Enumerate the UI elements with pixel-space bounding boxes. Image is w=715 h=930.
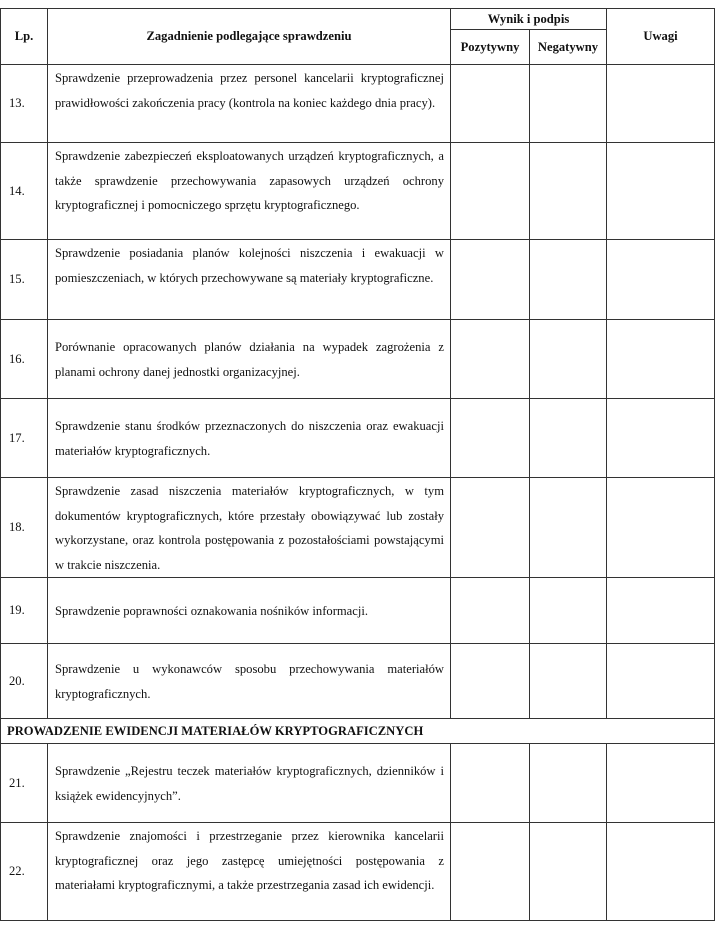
remarks-cell[interactable] xyxy=(607,578,715,644)
remarks-cell[interactable] xyxy=(607,143,715,240)
row-description: Sprawdzenie stanu środków przeznaczonych do niszczenia oraz ewakuacji materiałów kryptograficznych. xyxy=(48,399,451,478)
table-row xyxy=(1,744,715,823)
table-row xyxy=(1,65,715,143)
row-number: 14. xyxy=(1,143,48,240)
row-description: Sprawdzenie „Rejestru teczek materiałów kryptograficznych, dzienników i książek ewidencyjnych”. xyxy=(48,744,451,823)
header-topic: Zagadnienie podlegające sprawdzeniu xyxy=(48,9,451,65)
negative-cell[interactable] xyxy=(530,478,607,578)
row-number: 18. xyxy=(1,478,48,578)
positive-cell[interactable] xyxy=(451,320,530,399)
header-positive: Pozytywny xyxy=(451,30,530,65)
positive-cell[interactable] xyxy=(451,399,530,478)
positive-cell[interactable] xyxy=(451,143,530,240)
row-description: Sprawdzenie przeprowadzenia przez personel kancelarii kryptograficznej prawidłowości zakończenia pracy (kontrola na koniec każdego dnia pracy). xyxy=(48,65,451,143)
row-number: 13. xyxy=(1,65,48,143)
row-description: Porównanie opracowanych planów działania na wypadek zagrożenia z planami ochrony danej jednostki organizacyjnej. xyxy=(48,320,451,399)
positive-cell[interactable] xyxy=(451,478,530,578)
positive-cell[interactable] xyxy=(451,578,530,644)
negative-cell[interactable] xyxy=(530,320,607,399)
positive-cell[interactable] xyxy=(451,65,530,143)
header-lp: Lp. xyxy=(1,9,48,65)
negative-cell[interactable] xyxy=(530,823,607,921)
header-negative: Negatywny xyxy=(530,30,607,65)
row-number: 16. xyxy=(1,320,48,399)
row-description: Sprawdzenie znajomości i przestrzeganie przez kierownika kancelarii kryptograficznej oraz jego zastępcę umiejętności postępowania z materiałami kryptograficznymi, a także przestrzegania zasad ich ewidencji. xyxy=(48,823,451,921)
header-result-group: Wynik i podpis xyxy=(451,9,607,30)
remarks-cell[interactable] xyxy=(607,65,715,143)
negative-cell[interactable] xyxy=(530,240,607,320)
row-number: 17. xyxy=(1,399,48,478)
remarks-cell[interactable] xyxy=(607,240,715,320)
remarks-cell[interactable] xyxy=(607,478,715,578)
section-title: PROWADZENIE EWIDENCJI MATERIAŁÓW KRYPTOGRAFICZNYCH xyxy=(1,719,715,744)
row-description: Sprawdzenie posiadania planów kolejności niszczenia i ewakuacji w pomieszczeniach, w których przechowywane są materiały kryptograficzne. xyxy=(48,240,451,320)
table-row xyxy=(1,143,715,240)
section-row xyxy=(1,719,715,744)
row-description: Sprawdzenie zabezpieczeń eksploatowanych urządzeń kryptograficznych, a także sprawdzenie przechowywania zapasowych urządzeń ochrony kryptograficznej i pomocniczego sprzętu kryptograficznego. xyxy=(48,143,451,240)
negative-cell[interactable] xyxy=(530,65,607,143)
remarks-cell[interactable] xyxy=(607,320,715,399)
table-row xyxy=(1,399,715,478)
row-number: 21. xyxy=(1,744,48,823)
table-row xyxy=(1,644,715,719)
row-description: Sprawdzenie zasad niszczenia materiałów kryptograficznych, w tym dokumentów kryptograficznych, które przestały obowiązywać lub zostały wykorzystane, oraz kontrola postępowania z pozostałościami powstającymi w trakcie niszczenia. xyxy=(48,478,451,578)
positive-cell[interactable] xyxy=(451,644,530,719)
table-row xyxy=(1,578,715,644)
remarks-cell[interactable] xyxy=(607,744,715,823)
row-number: 22. xyxy=(1,823,48,921)
remarks-cell[interactable] xyxy=(607,823,715,921)
remarks-cell[interactable] xyxy=(607,399,715,478)
row-number: 19. xyxy=(1,578,48,644)
header-row-top xyxy=(1,9,715,30)
row-number: 15. xyxy=(1,240,48,320)
inspection-table xyxy=(0,8,715,921)
negative-cell[interactable] xyxy=(530,578,607,644)
remarks-cell[interactable] xyxy=(607,644,715,719)
negative-cell[interactable] xyxy=(530,143,607,240)
negative-cell[interactable] xyxy=(530,399,607,478)
table-row xyxy=(1,240,715,320)
positive-cell[interactable] xyxy=(451,823,530,921)
table-row xyxy=(1,320,715,399)
table-row xyxy=(1,823,715,921)
row-number: 20. xyxy=(1,644,48,719)
negative-cell[interactable] xyxy=(530,744,607,823)
negative-cell[interactable] xyxy=(530,644,607,719)
positive-cell[interactable] xyxy=(451,240,530,320)
row-description: Sprawdzenie u wykonawców sposobu przechowywania materiałów kryptograficznych. xyxy=(48,644,451,719)
positive-cell[interactable] xyxy=(451,744,530,823)
row-description: Sprawdzenie poprawności oznakowania nośników informacji. xyxy=(48,578,451,644)
header-remarks: Uwagi xyxy=(607,9,715,65)
table-row xyxy=(1,478,715,578)
